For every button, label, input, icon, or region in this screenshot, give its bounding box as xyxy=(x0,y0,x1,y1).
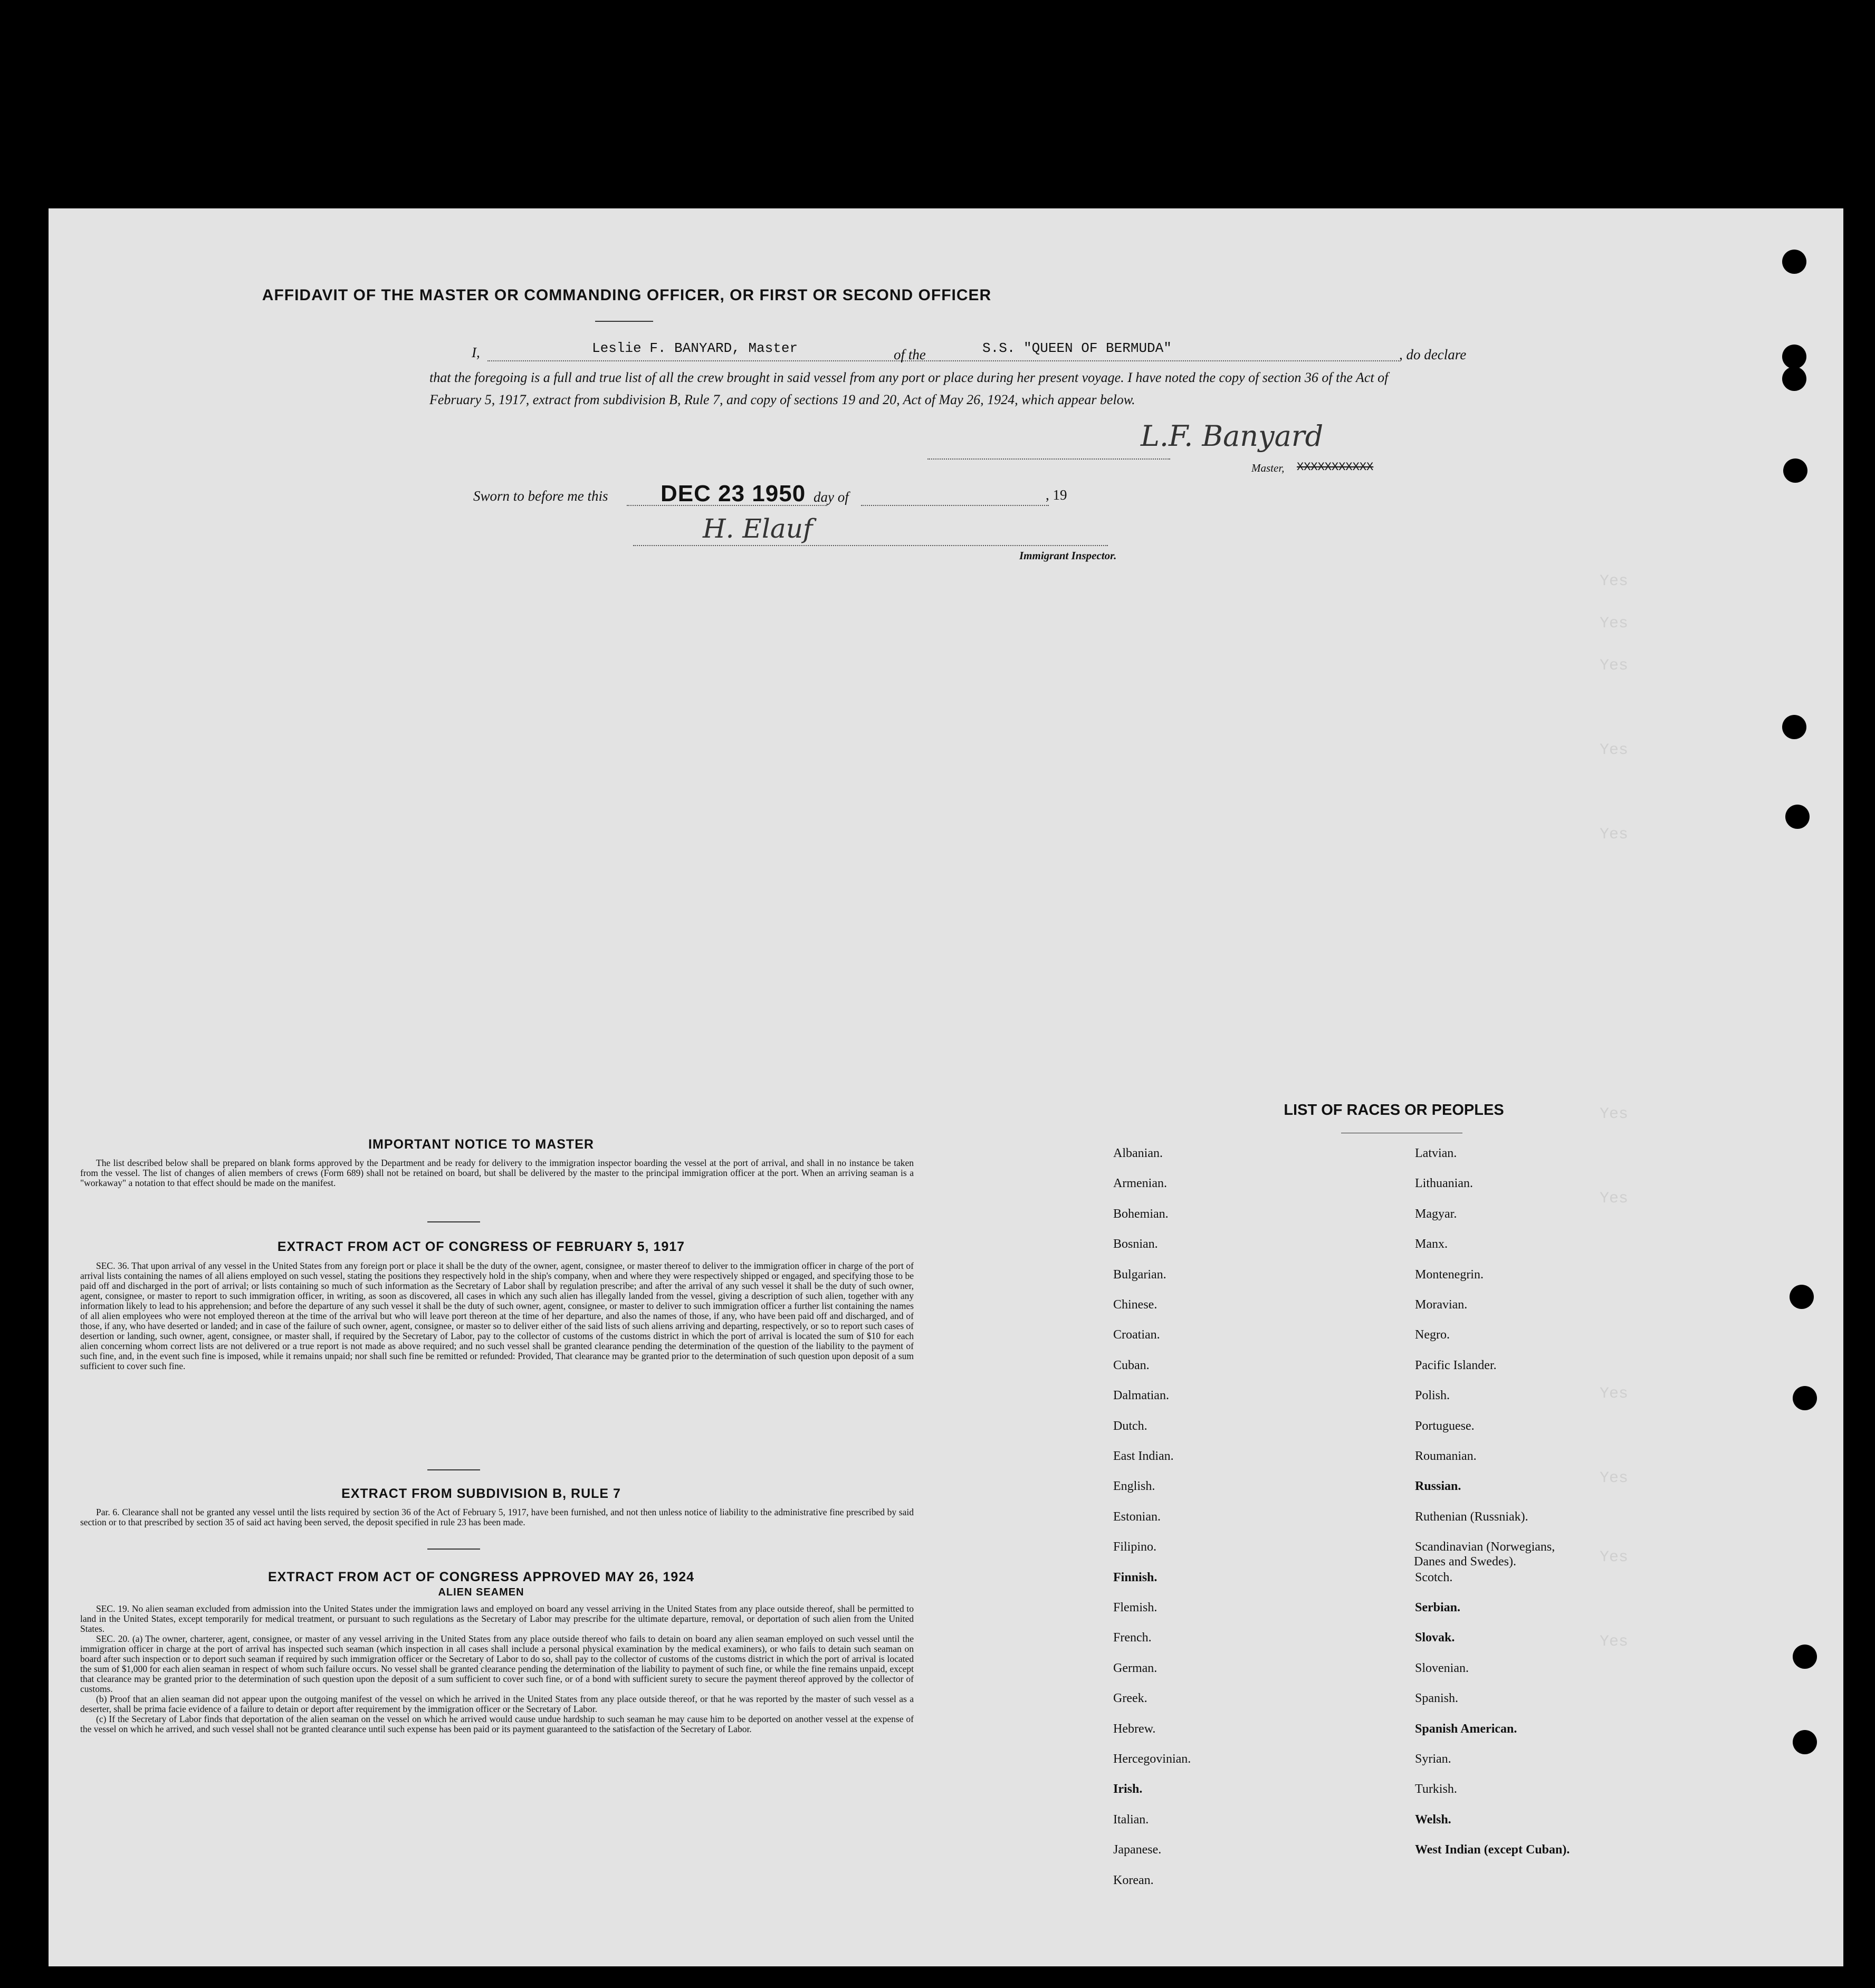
race-item: Slovak. xyxy=(1415,1631,1455,1645)
punch-hole xyxy=(1782,367,1806,391)
race-item: Scotch. xyxy=(1415,1570,1453,1584)
master-signature: L.F. Banyard xyxy=(1141,419,1324,453)
race-item: Filipino. xyxy=(1113,1540,1157,1554)
date-stamp: DEC 23 1950 xyxy=(661,481,806,506)
race-item: Negro. xyxy=(1415,1328,1450,1342)
race-item: Manx. xyxy=(1415,1237,1448,1251)
race-item: Latvian. xyxy=(1415,1146,1457,1160)
race-item: Flemish. xyxy=(1113,1601,1157,1614)
race-item: Russian. xyxy=(1415,1479,1461,1494)
race-item: Welsh. xyxy=(1415,1812,1451,1827)
sworn-label: Sworn to before me this xyxy=(473,488,608,504)
punch-hole xyxy=(1782,345,1806,369)
race-item: Pacific Islander. xyxy=(1415,1358,1497,1372)
race-item: Korean. xyxy=(1113,1873,1154,1887)
races-title: LIST OF RACES OR PEOPLES xyxy=(1284,1102,1504,1119)
race-item: Magyar. xyxy=(1415,1207,1457,1221)
race-item: Estonian. xyxy=(1113,1509,1161,1524)
extract-1924-title: EXTRACT FROM ACT OF CONGRESS APPROVED MAY 26, 1924 xyxy=(267,1570,695,1584)
race-item: Montenegrin. xyxy=(1415,1267,1484,1282)
race-item: Cuban. xyxy=(1113,1358,1150,1372)
race-item: Chinese. xyxy=(1113,1298,1157,1312)
extract-1924-text: SEC. 19. No alien seaman excluded from admission into the United States under the immigration laws and employed on board any vessel arriving in the United States from any place outside thereof, shall be permitted to land in the United States, except temporarily for medical treatment, or pursuant to such regulations as the Secretary of Labor may prescribe for the ultimate departure, removal, or deportation of such alien from the United States. SEC. 20. (a) The owner, charterer, agent, consignee, or master of any vessel arriving in the United States from any place outside thereof who fails to detain on board any alien seaman employed on such vessel until the immigration officer in charge at the port of arrival has inspected such seaman (which inspection in all cases shall include a personal physical examination by the medical examiners), or who fails to detain such seaman on board after such inspection or to deport such seaman if required by such immigration officer or the Secretary of Labor to do so, shall pay to the collector of customs of the customs district in which the port of arrival is located the sum of $1,000 for each alien seaman in respect of whom such failure occurs. No vessel shall be granted clearance pending the determination of the liability to payment of such fine, or while the fine remains unpaid, except that clearance may be granted prior to the determination of such question upon the deposit of a sum sufficient to cover such fine, or of a bond with sufficient surety to secure the payment thereof approved by the collector of customs. (b) Proof that an alien seaman did not appear upon the outgoing manifest of the vessel on which he arrived in the United States from any place outside thereof, or that he was reported by the master of such vessel as a deserter, shall be prima facie evidence of a failure to detain or deport after requirement by the immigration officer or the Secretary of Labor. (c) If the Secretary of Labor finds that deportation of the alien seaman on the vessel on which he arrived would cause undue hardship to such seaman he may cause him to be deported on another vessel at the expense of the vessel on which he arrived, and such vessel shall not be granted clearance until such expense has been paid or its payment guaranteed to the satisfaction of the Secretary of Labor. xyxy=(80,1603,914,1734)
race-item: Italian. xyxy=(1113,1812,1149,1827)
race-item: Serbian. xyxy=(1415,1601,1461,1614)
race-item: Greek. xyxy=(1113,1691,1147,1706)
year-label: , 19 xyxy=(1046,487,1067,503)
rule7-title: EXTRACT FROM SUBDIVISION B, RULE 7 xyxy=(341,1486,621,1501)
race-item: Bulgarian. xyxy=(1113,1267,1166,1282)
race-item: Moravian. xyxy=(1415,1298,1468,1312)
race-item: Hercegovinian. xyxy=(1113,1752,1191,1766)
race-item: Bosnian. xyxy=(1113,1237,1158,1251)
race-item: Scandinavian (Norwegians, xyxy=(1415,1540,1555,1554)
extract-1917-text: SEC. 36. That upon arrival of any vessel in the United States from any foreign port or place it shall be the duty of the owner, agent, consignee, or master thereof to deliver to the immigration officer in charge of the port of arrival lists containing the names of all aliens employed on such vessel, stating the positions they respectively hold in the ship's company, when and where they were respectively shipped or engaged, and specifying those to be paid off and discharged in the port of arrival; or lists containing so much of such information as the Secretary of Labor shall by regulation prescribe; and after the arrival of any such vessel it shall be the duty of such owner, agent, consignee, or master to report to such immigration officer, in writing, as soon as discovered, all cases in which any such alien has illegally landed from the vessel, giving a description of such alien, together with any information likely to lead to his apprehension; and before the departure of any such vessel it shall be the duty of such owner, agent, consignee, or master to deliver to such immigration officer a further list containing the names of all alien employees who were not employed thereon at the time of the arrival but who will leave port thereon at the time of her departure, and also the names of those, if any, who have been paid off and discharged, and of those, if any, who have deserted or landed; and in case of the failure of such owner, agent, consignee, or master so to deliver either of the said lists of such aliens arriving and departing, respectively, or so to report such cases of desertion or landing, such owner, agent, consignee, or master shall, if required by the Secretary of Labor, pay to the collector of customs of the customs district in which the port of arrival is located the sum of $10 for each alien concerning whom correct lists are not delivered or a true report is not made as above required; and no such vessel shall be granted clearance pending the determination of the question of the liability to the payment of such fine, and, in the event such fine is imposed, while it remains unpaid; nor shall such fine be remitted or refunded: Provided, That clearance may be granted prior to the determination of such question upon deposit of a sum sufficient to cover such fine. xyxy=(80,1260,914,1371)
race-item: Croatian. xyxy=(1113,1328,1160,1342)
punch-hole xyxy=(1782,250,1806,274)
race-item: Spanish American. xyxy=(1415,1722,1517,1736)
race-item: Dutch. xyxy=(1113,1419,1147,1433)
document-page: Yes Yes Yes Yes Yes Yes Yes Yes Yes Yes Yes AFFIDAVIT OF THE MASTER OR COMMANDING OFFICER, OR FIRST OR SECOND OFFICER I, Leslie F. BANYARD, Master of the S.S. "QUEEN OF BERMUDA" , do declare that the foregoing is a full and true list of all the crew brought in said vessel from any port or place during her present voyage. I have noted the copy of section 36 of the Act of February 5, 1917, extract from subdivision B, Rule 7, and copy of sections 19 and 20, Act of May 26, 1924, which appear below. L.F. Banyard Master, XXXXXXXXXXX Sworn to before me this DEC 23 1950 day of , 19 H. Elauf Immigrant Inspector. IMPORTANT NOTICE TO MASTER The list described below shall be prepared on blank forms approved by the Department and be ready for delivery to the immigration inspector boarding the vessel at the port of arrival, and shall in no instance be taken from the vessel. The list of changes of alien members of crews (Form 689) shall not be retained on board, but shall be delivered by the master to the principal immigration officer at the port. When an arriving seaman is a "workaway" a notation to that effect should be made on the manifest. EXTRACT FROM ACT OF CONGRESS OF FEBRUARY 5, 1917 SEC. 36. That upon arrival of any vessel in the United States from any foreign port or place it shall be the duty of the owner, agent, consignee, or master thereof to deliver to the immigration officer in charge of the port of arrival lists containing the names of all aliens employed on such vessel, stating the positions they respectively hold in the ship's company, when and where they were respectively shipped or engaged, and specifying those to be paid off and discharged in the port of arrival; or lists containing so much of such information as the Secretary of Labor shall by regulation prescribe; and after the arrival of any such vessel it shall be the duty of such owner, agent, consignee, or master to report to such immigration officer, in writing, as soon as discovered, all cases in which any such alien has illegally landed from the vessel, giving a description of such alien, together with any information likely to lead to his apprehension; and before the departure of any such vessel it shall be the duty of such owner, agent, consignee, or master to deliver to such immigration officer a further list containing the names of all alien employees who were not employed thereon at the time of the arrival but who will leave port thereon at the time of her departure, and also the names of those, if any, who have been paid off and discharged, and of those, if any, who have deserted or landed; and in case of the failure of such owner, agent, consignee, or master so to deliver either of the said lists of such aliens arriving and departing, respectively, or so to report such cases of desertion or landing, such owner, agent, consignee, or master shall, if required by the Secretary of Labor, pay to the collector of customs of the customs district in which the port of arrival is located the sum of $10 for each alien concerning whom correct lists are not delivered or a true report is not made as above required; and no such vessel shall be granted clearance pending the determination of the question of the liability to the payment of such fine, and, in the event such fine is imposed, while it remains unpaid; nor shall such fine be remitted or refunded: Provided, That clearance may be granted prior to the determination of such question upon deposit of a sum sufficient to cover such fine. EXTRACT FROM SUBDIVISION B, RULE 7 Par. 6. Clearance shall not be granted any vessel until the lists required by section 36 of the Act of February 5, 1917, have been furnished, and not then unless notice of liability to the administrative fine prescribed by said section or to that prescribed by section 35 of said act having been served, the deposit specified in rule 23 has been made. EXTRACT FROM ACT OF CONGRESS APPROVED MAY 26, 1924 ALIEN SEAMEN SEC. 19. No alien seaman excluded from admission into the United States under the immigration laws and employed on board any vessel arriving in the United States from any place outside thereof, shall be permitted to land in the United States, except temporarily for medical treatment, or pursuant to such regulations as the Secretary of Labor may prescribe for the ultimate departure, removal, or deportation of such alien from the United States. SEC. 20. (a) The owner, charterer, agent, consignee, or master of any vessel arriving in the United States from any place outside thereof who fails to detain on board any alien seaman employed on such vessel until the immigration officer in charge at the port of arrival has inspected such seaman (which inspection in all cases shall include a personal physical examination by the medical examiners), or who fails to detain such seaman on board after such inspection or to deport such seaman if required by such immigration officer or the Secretary of Labor to do so, shall pay to the collector of customs of the customs district in which the port of arrival is located the sum of $1,000 for each alien seaman in respect of whom such failure occurs. No vessel shall be granted clearance pending the determination of the liability to payment of such fine, or while the fine remains unpaid, except that clearance may be granted prior to the determination of such question upon the deposit of a sum sufficient to cover such fine, or of a bond with sufficient surety to secure the payment thereof approved by the collector of customs. (b) Proof that an alien seaman did not appear upon the outgoing manifest of the vessel on which he arrived in the United States from any place outside thereof, or that he was reported by the master of such vessel as a deserter, shall be prima facie evidence of a failure to detain or deport after requirement by the immigration officer or the Secretary of Labor. (c) If the Secretary of Labor finds that deportation of the alien seaman on the vessel on which he arrived would cause undue hardship to such seaman he may cause him to be deported on another vessel at the expense of the vessel on which he arrived, and such vessel shall not be granted clearance until such expense has been paid or its payment guaranteed to the satisfaction of the Secretary of Labor. LIST OF RACES OR PEOPLES Albanian. Armenian. Bohemian. Bosnian. Bulgarian. Chinese. Croatian. Cuban. Dalmatian. Dutch. East Indian. English. Estonian. Filipino. Finnish. Flemish. French. German. Greek. Hebrew. Hercegovinian. Irish. Italian. Japanese. Korean. Latvian. Lithuanian. Magyar. Manx. Montenegrin. Moravian. Negro. Pacific Islander. Polish. Portuguese. Roumanian. Russian. Ruthenian (Russniak). Scandinavian (Norwegians, Danes and Swedes). Scotch. Serbian. Slovak. Slovenian. Spanish. Spanish American. Syrian. Turkish. Welsh. West Indian (except Cuban). xyxy=(49,208,1843,1966)
punch-hole xyxy=(1793,1730,1817,1754)
struck-title: XXXXXXXXXXX xyxy=(1297,461,1374,474)
race-item: Bohemian. xyxy=(1113,1207,1169,1221)
title-rule xyxy=(595,321,653,322)
race-item: Polish. xyxy=(1415,1389,1450,1403)
race-item: French. xyxy=(1113,1631,1152,1645)
master-label: Master, xyxy=(1251,462,1285,474)
race-item: Turkish. xyxy=(1415,1782,1457,1796)
affidavit-title: AFFIDAVIT OF THE MASTER OR COMMANDING OFFICER, OR FIRST OR SECOND OFFICER xyxy=(262,286,992,304)
i-label: I, xyxy=(472,345,480,360)
affidavit-statement: that the foregoing is a full and true list of all the crew brought in said vessel from any port or place during her present voyage. I have noted the copy of section 36 of the Act of February 5, 1917, extract from subdivision B, Rule 7, and copy of sections 19 and 20, Act of May 26, 1924, which appear below. xyxy=(429,370,1389,407)
race-item: German. xyxy=(1113,1661,1157,1675)
race-item: Roumanian. xyxy=(1415,1449,1477,1463)
race-item: West Indian (except Cuban). xyxy=(1415,1843,1570,1857)
race-item: Albanian. xyxy=(1113,1146,1163,1160)
race-item: English. xyxy=(1113,1479,1155,1494)
punch-hole xyxy=(1793,1645,1817,1669)
punch-hole xyxy=(1782,715,1806,739)
race-item: Japanese. xyxy=(1113,1843,1162,1857)
punch-hole xyxy=(1785,805,1810,829)
punch-hole xyxy=(1793,1386,1817,1410)
do-declare-label: , do declare xyxy=(1399,347,1467,362)
race-item: Syrian. xyxy=(1415,1752,1451,1766)
race-item: Slovenian. xyxy=(1415,1661,1469,1675)
alien-seamen-subtitle: ALIEN SEAMEN xyxy=(438,1586,524,1598)
master-name-field[interactable]: Leslie F. BANYARD, Master xyxy=(592,340,798,356)
of-the-label: of the xyxy=(894,347,926,362)
punch-hole xyxy=(1790,1285,1814,1309)
race-item: Dalmatian. xyxy=(1113,1389,1169,1403)
punch-hole xyxy=(1783,458,1807,483)
inspector-label: Immigrant Inspector. xyxy=(1019,549,1117,562)
inspector-signature: H. Elauf xyxy=(703,513,813,544)
race-item: Ruthenian (Russniak). xyxy=(1415,1509,1528,1524)
race-item: Lithuanian. xyxy=(1415,1177,1473,1191)
race-item: Spanish. xyxy=(1415,1691,1459,1706)
race-item: East Indian. xyxy=(1113,1449,1174,1463)
race-item: Danes and Swedes). xyxy=(1414,1555,1516,1569)
extract-1917-title: EXTRACT FROM ACT OF CONGRESS OF FEBRUARY 5, 1917 xyxy=(277,1239,685,1254)
race-item: Finnish. xyxy=(1113,1570,1157,1584)
notice-title: IMPORTANT NOTICE TO MASTER xyxy=(368,1137,594,1152)
notice-text: The list described below shall be prepared on blank forms approved by the Department and be ready for delivery to the immigration inspector boarding the vessel at the port of arrival, and shall in no instance be taken from the vessel. The list of changes of alien members of crews (Form 689) shall not be retained on board, but shall be delivered by the master to the principal immigration officer at the port. When an arriving seaman is a "workaway" a notation to that effect should be made on the manifest. xyxy=(80,1158,914,1188)
race-item: Irish. xyxy=(1113,1782,1143,1796)
race-item: Armenian. xyxy=(1113,1177,1167,1191)
rule7-text: Par. 6. Clearance shall not be granted any vessel until the lists required by section 36 of the Act of February 5, 1917, have been furnished, and not then unless notice of liability to the administrative fine prescribed by said section or to that prescribed by section 35 of said act having been served, the deposit specified in rule 23 has been made. xyxy=(80,1507,914,1527)
day-of-label: day of xyxy=(814,489,849,505)
race-item: Portuguese. xyxy=(1415,1419,1475,1433)
race-item: Hebrew. xyxy=(1113,1722,1156,1736)
vessel-name-field[interactable]: S.S. "QUEEN OF BERMUDA" xyxy=(982,340,1172,356)
